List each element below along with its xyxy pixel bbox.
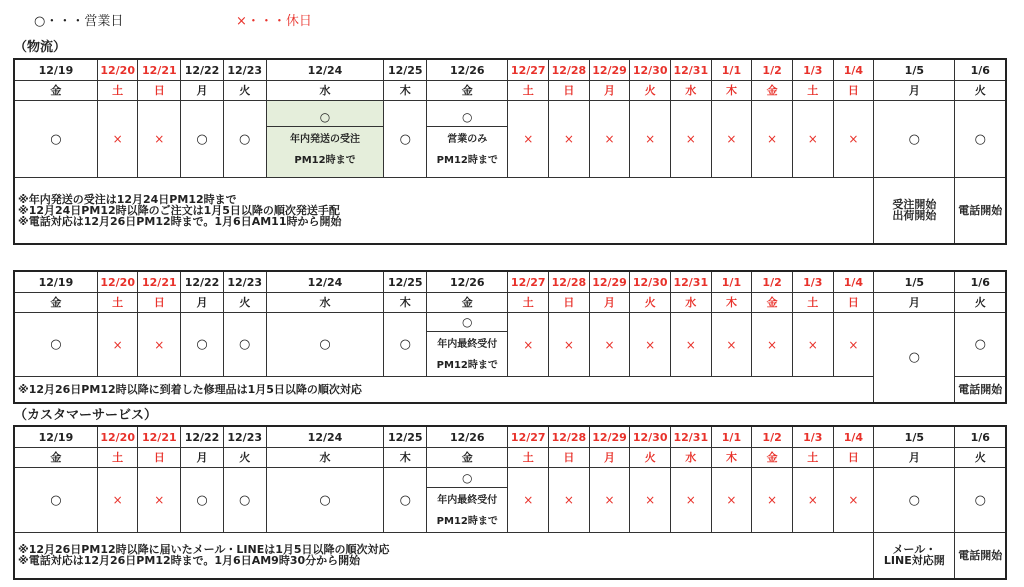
open-mark: ○ [427, 108, 507, 127]
weekday-cell: 月 [181, 81, 224, 101]
closed-mark: × [645, 493, 656, 507]
date-cell: 12/26 [427, 426, 508, 448]
date-cell: 1/1 [711, 426, 752, 448]
status-cell [630, 468, 671, 533]
open-mark: ○ [239, 337, 251, 352]
weekday-cell: 土 [508, 81, 549, 101]
weekday-cell: 木 [384, 448, 427, 468]
closed-mark: × [767, 132, 778, 146]
date-cell: 12/30 [630, 426, 671, 448]
closed-mark: × [726, 337, 737, 352]
notes-cell [14, 533, 874, 579]
date-cell: 1/1 [711, 271, 752, 293]
closed-mark: × [767, 337, 778, 352]
date-cell: 1/5 [874, 426, 955, 448]
weekday-cell: 日 [549, 448, 590, 468]
date-cell: 12/27 [508, 271, 549, 293]
weekday-cell: 月 [181, 448, 224, 468]
sub-cell [266, 101, 384, 178]
open-mark: ○ [50, 492, 62, 508]
weekday-cell: 木 [711, 81, 752, 101]
note-line: ※12月26日PM12時以降に到着した修理品は1月5日以降の順次対応 [18, 382, 362, 396]
open-mark: ○ [196, 131, 208, 147]
date-cell: 1/2 [752, 271, 793, 293]
status-cell [874, 313, 955, 403]
open-mark: ○ [427, 313, 507, 332]
date-cell: 1/6 [955, 59, 1006, 81]
weekday-cell: 日 [138, 81, 181, 101]
date-cell: 12/26 [427, 59, 508, 81]
date-cell: 12/31 [670, 59, 711, 81]
weekday-cell: 金 [427, 293, 508, 313]
sub-cell [427, 468, 508, 533]
open-mark: ○ [974, 492, 986, 508]
closed-mark: × [726, 132, 737, 146]
weekday-cell: 火 [630, 293, 671, 313]
open-mark: ○ [974, 131, 986, 147]
weekday-cell: 火 [223, 448, 266, 468]
status-cell [549, 313, 590, 377]
note-line: ※電話対応は12月26日PM12時まで。1月6日AM9時30分から開始 [18, 554, 361, 568]
date-cell: 12/27 [508, 59, 549, 81]
closed-mark: × [848, 132, 859, 146]
open-mark: ○ [239, 492, 251, 508]
weekday-cell: 月 [589, 293, 630, 313]
date-cell: 12/21 [138, 426, 181, 448]
date-cell: 12/24 [266, 271, 384, 293]
date-cell: 12/24 [266, 426, 384, 448]
weekday-cell: 日 [138, 448, 181, 468]
phone-start: 電話開始 [955, 377, 1006, 403]
date-cell: 12/31 [670, 271, 711, 293]
date-cell: 1/2 [752, 426, 793, 448]
status-cell [711, 101, 752, 178]
notes-cell [14, 377, 874, 403]
closed-mark: × [767, 493, 778, 507]
status-cell [833, 313, 874, 377]
weekday-cell: 日 [833, 293, 874, 313]
open-mark: ○ [908, 131, 920, 147]
note-line: ※12月24日PM12時以降のご注文は1月5日以降の順次発送手配 [18, 203, 340, 217]
status-cell [266, 468, 384, 533]
weekday-cell: 月 [589, 448, 630, 468]
order-shipping-start: 受注開始 出荷開始 [874, 178, 955, 244]
status-cell [752, 313, 793, 377]
status-cell [223, 313, 266, 377]
status-cell [955, 468, 1006, 533]
status-cell [14, 101, 97, 178]
weekday-cell: 金 [14, 448, 97, 468]
status-cell [223, 101, 266, 178]
weekday-cell: 土 [508, 293, 549, 313]
legend-closed: ×・・・休日 [236, 14, 312, 29]
status-cell [833, 468, 874, 533]
closed-mark: × [154, 493, 165, 507]
closed-mark: × [563, 132, 574, 146]
closed-mark: × [112, 132, 123, 146]
status-cell [670, 468, 711, 533]
open-mark: ○ [908, 349, 920, 365]
status-cell [833, 101, 874, 178]
weekday-cell: 水 [670, 81, 711, 101]
date-cell: 1/5 [874, 59, 955, 81]
weekday-cell: 火 [955, 293, 1006, 313]
status-cell [589, 101, 630, 178]
status-cell [549, 468, 590, 533]
section-label-customer-service: （カスタマーサービス） [14, 408, 158, 423]
weekday-cell: 土 [508, 448, 549, 468]
weekday-cell: 月 [181, 293, 224, 313]
date-cell: 12/30 [630, 271, 671, 293]
status-cell [670, 101, 711, 178]
status-cell [792, 468, 833, 533]
date-cell: 1/6 [955, 426, 1006, 448]
closed-mark: × [685, 132, 696, 146]
weekday-cell: 火 [955, 81, 1006, 101]
weekday-cell: 金 [14, 81, 97, 101]
weekday-cell: 火 [223, 293, 266, 313]
date-cell: 12/27 [508, 426, 549, 448]
phone-start: 電話開始 [955, 533, 1006, 579]
status-cell [508, 313, 549, 377]
closed-mark: × [154, 337, 165, 352]
weekday-cell: 日 [549, 81, 590, 101]
status-cell [955, 313, 1006, 377]
weekday-cell: 土 [792, 293, 833, 313]
open-mark: ○ [267, 108, 384, 127]
note-line: ※電話対応は12月26日PM12時まで。1月6日AM11時から開始 [18, 214, 342, 228]
closed-mark: × [112, 493, 123, 507]
weekday-cell: 木 [711, 448, 752, 468]
closed-mark: × [645, 337, 656, 352]
closed-mark: × [848, 337, 859, 352]
date-cell: 12/22 [181, 426, 224, 448]
date-cell: 1/6 [955, 271, 1006, 293]
cell-note: 年内最終受付 PM12時まで [436, 494, 498, 527]
weekday-cell: 土 [97, 293, 138, 313]
closed-mark: × [807, 337, 818, 352]
status-cell [14, 313, 97, 377]
date-cell: 12/20 [97, 426, 138, 448]
date-cell: 12/19 [14, 271, 97, 293]
open-mark: ○ [908, 492, 920, 508]
date-cell: 12/22 [181, 271, 224, 293]
weekday-cell: 金 [427, 448, 508, 468]
date-cell: 12/29 [589, 426, 630, 448]
weekday-cell: 金 [427, 81, 508, 101]
status-cell [792, 101, 833, 178]
closed-mark: × [604, 132, 615, 146]
closed-mark: × [726, 493, 737, 507]
weekday-cell: 日 [138, 293, 181, 313]
date-cell: 12/19 [14, 426, 97, 448]
date-cell: 12/26 [427, 271, 508, 293]
weekday-cell: 金 [752, 448, 793, 468]
mail-line-start: メール・ LINE対応開 [874, 533, 955, 579]
status-cell [508, 101, 549, 178]
date-cell: 12/21 [138, 271, 181, 293]
status-cell [752, 101, 793, 178]
status-cell [384, 313, 427, 377]
weekday-cell: 水 [670, 293, 711, 313]
status-cell [874, 468, 955, 533]
closed-mark: × [848, 493, 859, 507]
closed-mark: × [523, 132, 534, 146]
weekday-cell: 木 [384, 293, 427, 313]
date-cell: 12/29 [589, 271, 630, 293]
weekday-cell: 火 [630, 448, 671, 468]
status-cell [589, 313, 630, 377]
open-mark: ○ [399, 492, 411, 508]
date-cell: 12/22 [181, 59, 224, 81]
status-cell [670, 313, 711, 377]
date-cell: 1/1 [711, 59, 752, 81]
status-cell [589, 468, 630, 533]
date-cell: 12/23 [223, 271, 266, 293]
open-mark: ○ [319, 337, 331, 352]
date-cell: 1/4 [833, 271, 874, 293]
weekday-cell: 土 [97, 448, 138, 468]
weekday-cell: 日 [549, 293, 590, 313]
closed-mark: × [112, 337, 123, 352]
date-cell: 1/3 [792, 271, 833, 293]
weekday-cell: 水 [266, 81, 384, 101]
date-cell: 12/23 [223, 426, 266, 448]
open-mark: ○ [196, 492, 208, 508]
phone-start: 電話開始 [955, 178, 1006, 244]
status-cell [630, 313, 671, 377]
status-cell [630, 101, 671, 178]
weekday-cell: 金 [752, 81, 793, 101]
open-mark: ○ [399, 131, 411, 147]
status-cell [792, 313, 833, 377]
date-cell: 12/28 [549, 271, 590, 293]
weekday-cell: 火 [223, 81, 266, 101]
status-cell [14, 468, 97, 533]
weekday-cell: 水 [266, 293, 384, 313]
weekday-cell: 月 [874, 448, 955, 468]
cell-note: 営業のみ PM12時まで [436, 133, 498, 166]
date-cell: 12/28 [549, 59, 590, 81]
date-cell: 1/4 [833, 59, 874, 81]
weekday-cell: 木 [711, 293, 752, 313]
date-cell: 12/23 [223, 59, 266, 81]
closed-mark: × [523, 337, 534, 352]
closed-mark: × [563, 493, 574, 507]
status-cell [97, 313, 138, 377]
weekday-cell: 火 [630, 81, 671, 101]
sub-cell [427, 313, 508, 377]
status-cell [384, 468, 427, 533]
status-cell [181, 313, 224, 377]
weekday-cell: 月 [874, 293, 955, 313]
open-mark: ○ [399, 337, 411, 352]
closed-mark: × [154, 132, 165, 146]
cell-note: 年内最終受付 PM12時まで [436, 339, 498, 371]
status-cell [874, 101, 955, 178]
weekday-cell: 月 [589, 81, 630, 101]
weekday-cell: 金 [14, 293, 97, 313]
date-cell: 1/2 [752, 59, 793, 81]
date-cell: 12/31 [670, 426, 711, 448]
status-cell [384, 101, 427, 178]
status-cell [711, 468, 752, 533]
legend-open: ○・・・営業日 [34, 14, 124, 29]
weekday-cell: 水 [266, 448, 384, 468]
date-cell: 12/30 [630, 59, 671, 81]
open-mark: ○ [50, 337, 62, 352]
weekday-cell: 土 [97, 81, 138, 101]
status-cell [752, 468, 793, 533]
date-cell: 1/5 [874, 271, 955, 293]
weekday-cell: 土 [792, 81, 833, 101]
weekday-cell: 月 [874, 81, 955, 101]
status-cell [508, 468, 549, 533]
status-cell [97, 101, 138, 178]
date-cell: 12/28 [549, 426, 590, 448]
status-cell [138, 101, 181, 178]
cell-note: 年内発送の受注 PM12時まで [289, 133, 360, 166]
date-cell: 12/21 [138, 59, 181, 81]
status-cell [223, 468, 266, 533]
weekday-cell: 日 [833, 448, 874, 468]
open-mark: ○ [974, 337, 986, 352]
weekday-cell: 木 [384, 81, 427, 101]
status-cell [138, 313, 181, 377]
sub-cell [427, 101, 508, 178]
weekday-cell: 火 [955, 448, 1006, 468]
closed-mark: × [563, 337, 574, 352]
status-cell [138, 468, 181, 533]
closed-mark: × [604, 337, 615, 352]
closed-mark: × [523, 493, 534, 507]
status-cell [955, 101, 1006, 178]
closed-mark: × [604, 493, 615, 507]
date-cell: 12/25 [384, 426, 427, 448]
weekday-cell: 土 [792, 448, 833, 468]
notes-cell [14, 178, 874, 244]
open-mark: ○ [50, 131, 62, 147]
date-cell: 12/25 [384, 59, 427, 81]
date-cell: 12/24 [266, 59, 384, 81]
open-mark: ○ [239, 131, 251, 147]
weekday-cell: 金 [752, 293, 793, 313]
date-cell: 1/3 [792, 59, 833, 81]
status-cell [549, 101, 590, 178]
closed-mark: × [685, 493, 696, 507]
date-cell: 12/20 [97, 59, 138, 81]
closed-mark: × [807, 493, 818, 507]
note-line: ※年内発送の受注は12月24日PM12時まで [18, 192, 237, 206]
status-cell [181, 468, 224, 533]
status-cell [181, 101, 224, 178]
date-cell: 1/3 [792, 426, 833, 448]
status-cell [711, 313, 752, 377]
date-cell: 12/19 [14, 59, 97, 81]
closed-mark: × [645, 132, 656, 146]
date-cell: 12/25 [384, 271, 427, 293]
section-label-logistics: （物流） [14, 40, 67, 55]
weekday-cell: 水 [670, 448, 711, 468]
closed-mark: × [807, 132, 818, 146]
status-cell [97, 468, 138, 533]
status-cell [266, 313, 384, 377]
open-mark: ○ [427, 469, 507, 488]
date-cell: 1/4 [833, 426, 874, 448]
note-line: ※12月26日PM12時以降に届いたメール・LINEは1月5日以降の順次対応 [18, 543, 390, 557]
open-mark: ○ [319, 492, 331, 508]
weekday-cell: 日 [833, 81, 874, 101]
date-cell: 12/20 [97, 271, 138, 293]
closed-mark: × [685, 337, 696, 352]
date-cell: 12/29 [589, 59, 630, 81]
open-mark: ○ [196, 337, 208, 352]
